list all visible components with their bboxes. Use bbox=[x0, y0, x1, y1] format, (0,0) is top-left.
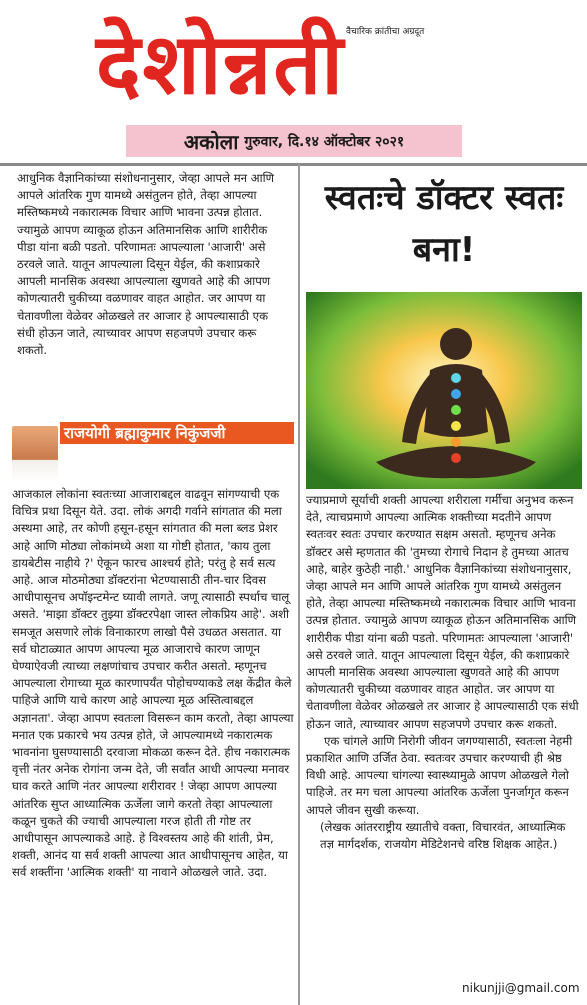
meditation-figure-image bbox=[306, 292, 582, 489]
edition-city: अकोला bbox=[183, 129, 239, 154]
meditation-illustration bbox=[306, 292, 582, 489]
header-divider bbox=[0, 163, 587, 166]
lead-paragraph-text: आधुनिक वैज्ञानिकांच्या संशोधनानुसार, जेव्हा आपले मन आणि आपले आंतरिक गुण यामध्ये असंतुलन होते, तेव्हा आपल्या मस्तिष्कमध्ये नकारात्मक विचार आणि भावना उत्पन्न होतात. ज्यामुळे आपण व्याकूळ होऊन अतिमानसिक आणि शारीरीक पीडा यांना बळी पडतो. परिणामतः आपल्याला 'आजारी' असे ठरवले जाते. यातून आपल्याला दिसून येईल, की कशाप्रकारे आपली मानसिक अवस्था आपल्याला खुणवते आहे की आपण कोणत्यातरी चुकीच्या वळणावर वाहत आहोत. जर आपण या चेतावणीला वेळेवर ओळखले तर आजार हे आपल्यासाठी एक संधी होऊन जाते, त्याच्यावर आपण सहजपणे उपचार करू शकतो. bbox=[17, 171, 274, 358]
dateline bbox=[126, 125, 462, 157]
masthead-tagline: वैचारिक क्रांतीचा अग्रदूत bbox=[346, 27, 425, 37]
edition-date: गुरुवार, दि.१४ ऑक्टोबर २०२१ bbox=[244, 133, 405, 150]
headline-box bbox=[306, 172, 582, 282]
body-right-text-1: ज्याप्रमाणे सूर्याची शक्ती आपल्या शरीराला गर्मीचा अनुभव करून देते, त्याचप्रमाणे आपल्या आत्मिक शक्तीच्या मदतीने आपण स्वतःवर स्वतः उपचार करण्यात सक्षम असतो. म्हणूनच अनेक डॉक्टर असे म्हणतात की 'तुमच्या रोगाचे निदान हे तुमच्या आतच आहे, बाहेर कुठेही नाही.' आधुनिक वैज्ञानिकांच्या संशोधनानुसार, जेव्हा आपले मन आणि आपले आंतरिक गुण यामध्ये असंतुलन होते, तेव्हा आपल्या मस्तिष्कमध्ये नकारात्मक विचार आणि भावना उत्पन्न होतात. ज्यामुळे आपण व्याकूळ होऊन अतिमानसिक आणि शारीरीक पीडा यांना बळी पडतो. परिणामतः आपल्याला 'आजारी' असे ठरवले जाते. यातून आपल्याला दिसून येईल, की कशाप्रकारे आपली मानसिक अवस्था आपल्याला खुणवते आहे की आपण कोणत्यातरी चुकीच्या वळणावर वाहत आहोत. जर आपण या चेतावणीला वेळेवर ओळखले तर आजार हे आपल्यासाठी एक संधी होऊन जाते, त्याच्यावर आपण सहजपणे उपचार करू शकतो. bbox=[306, 493, 579, 731]
newspaper-logo bbox=[96, 12, 516, 117]
column-divider bbox=[298, 163, 300, 1005]
body-column-left bbox=[12, 486, 294, 1000]
lead-paragraph bbox=[17, 170, 285, 418]
author-email[interactable]: nikunjji@gmail.com bbox=[462, 981, 580, 995]
body-column-right bbox=[306, 492, 582, 1002]
body-left-text: आजकाल लोकांना स्वतःच्या आजाराबद्दल वाढवून सांगण्याची एक विचित्र प्रथा दिसून येते. उदा. लोकं अगदी गर्वाने सांगतात की मला अस्थमा आहे, तर कोणी हसून-हसून सांगतात की मला ब्लड प्रेशर आहे आणि मोठ्या लोकांमध्ये अशा या गोष्टी होतात, 'काय तुला डायबेटीस नाहीये ?' ऐकून फारच आश्चर्य होते; परंतु हे सर्व सत्य आहे. आज मोठमोठ्या डॉक्टरांना भेटण्यासाठी तीन-चार दिवस आधीपासूनच अपॉइन्टमेन्ट घ्यावी लागते. जणू त्यासाठी स्पर्धाच चालू असते. 'माझा डॉक्टर तुझ्या डॉक्टरपेक्षा जास्त लोकप्रिय आहे'. अशी समजूत असणारे लोकं विनाकारण लाखो पैसे उधळत असतात. या सर्व घोटाळ्यात आपण आपल्या मूळ आजाराचे कारण जाणून घेण्याऐवजी त्याच्या लक्षणांचाच उपचार करीत असतो. म्हणूनच आपल्याला रोगाच्या मूळ कारणापर्यंत पोहोचण्याकडे लक्ष केंद्रीत केले पाहिजे आणि याचे कारण आहे आपल्या मूळ अस्तित्वाबद्दल अज्ञानता'. जेव्हा आपण स्वतःला विसरून काम करतो, तेव्हा आपल्या मनात एक प्रकारचे भय उत्पन्न होते, जे आपल्यामध्ये नकारात्मक भावनांना घुसण्यासाठी दरवाजा मोकळा करून देते. हीच नकारात्मक वृत्ती नंतर अनेक रोगांना जन्म देते, जी सर्वांत आधी आपल्या मनावर घाव करते आणि नंतर आपल्या शरीरावर ! जेव्हा आपण आपल्या आंतरिक सुप्त आध्यात्मिक ऊर्जेला जागे करतो तेव्हा आपल्याला कळून चुकते की ज्याची आपल्याला गरज होती ती गोष्ट तर आधीपासून आपल्याकडे आहे. हे विश्वस्तय आहे की शांती, प्रेम, शक्ती, आनंद या सर्व शक्ती आपल्या आत आधीपासूनच आहेत, या सर्व शक्तींना 'आत्मिक शक्ती' या नावाने ओळखले जाते. उदा. bbox=[12, 487, 294, 880]
article-headline: स्वतःचे डॉक्टर स्वतः बना! bbox=[324, 178, 564, 270]
newspaper-title: देशोन्नती bbox=[96, 15, 345, 113]
body-right-text-2: एक चांगले आणि निरोगी जीवन जगण्यासाठी, स्वतःला नेहमी प्रकाशित आणि उर्जित ठेवा. स्वतःवर उपचार करण्याची ही श्रेष्ठ विधी आहे. आपल्या चांगल्या स्वास्थ्यामुळे आपण ओळखले गेलो पाहिजे. तर मग चला आपल्या आंतरिक ऊर्जेला पुनर्जागृत करून आपले जीवन सुखी करूया. bbox=[306, 733, 573, 817]
author-credit: (लेखक आंतरराष्ट्रीय ख्यातीचे वक्ता, विचारवंत, आध्यात्मिक तज्ञ मार्गदर्शक, राजयोग मेडिटेशनचे वरिष्ठ शिक्षक आहेत.) bbox=[320, 819, 566, 852]
author-photo bbox=[12, 426, 58, 482]
author-name: राजयोगी ब्रह्माकुमार निकुंजजी bbox=[64, 424, 226, 442]
